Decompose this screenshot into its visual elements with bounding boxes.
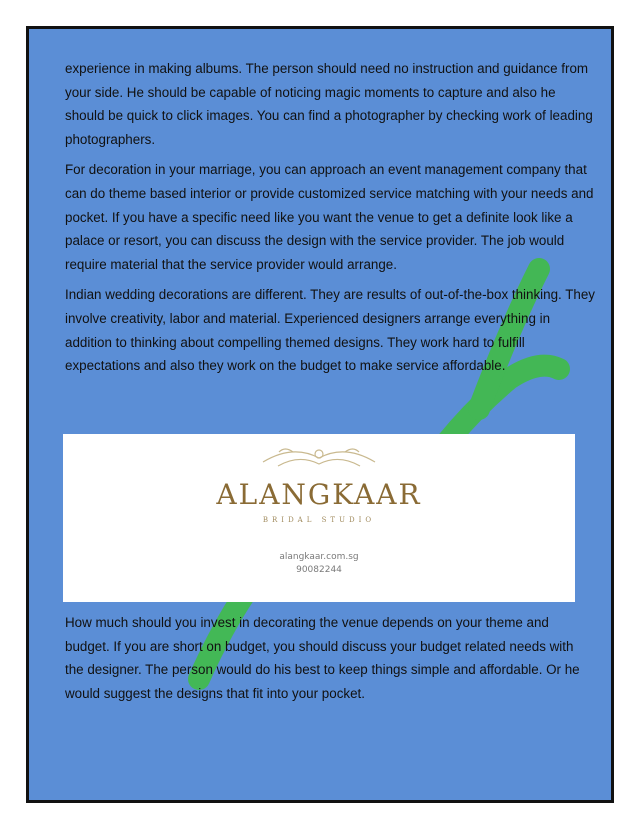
logo-name: ALANGKAAR: [216, 478, 422, 511]
logo-website: alangkaar.com.sg: [279, 552, 359, 562]
closing-text: [65, 611, 595, 705]
paragraph-1: experience in making albums. The person should need no instruction and guidance from your side. He should be capable of noticing magic moments to capture and also he should be quick to click images. You can find a photographer by checking work of leading photographers.: [65, 61, 593, 147]
paragraph-3: Indian wedding decorations are different. They are results of out-of-the-box thinking. They involve creativity, labor and material. Experienced designers arrange everything in addition to thinking about compelling themed designs. They work hard to fulfill expectations and also they work on the budget to make service affordable.: [65, 287, 595, 374]
logo-tagline: BRIDAL STUDIO: [262, 516, 376, 524]
document-page: [26, 26, 614, 803]
body-text: [65, 57, 595, 385]
logo-phone: 90082244: [296, 565, 342, 575]
paragraph-2: For decoration in your marriage, you can approach an event management company that can do theme based interior or provide customized service matching with your needs and pocket. If you have a specific need like you want the venue to get a definite look like a palace or resort, you can discuss the design with the service provider. The job would require material that the service provider would arrange.: [65, 162, 594, 272]
paragraph-4: How much should you invest in decorating the venue depends on your theme and budget. If you are short on budget, you should discuss your budget related needs with the designer. The person would do his best to keep things simple and affordable. Or he would suggest the designs that fit into your pocket.: [65, 615, 580, 701]
logo-banner: [63, 434, 575, 602]
